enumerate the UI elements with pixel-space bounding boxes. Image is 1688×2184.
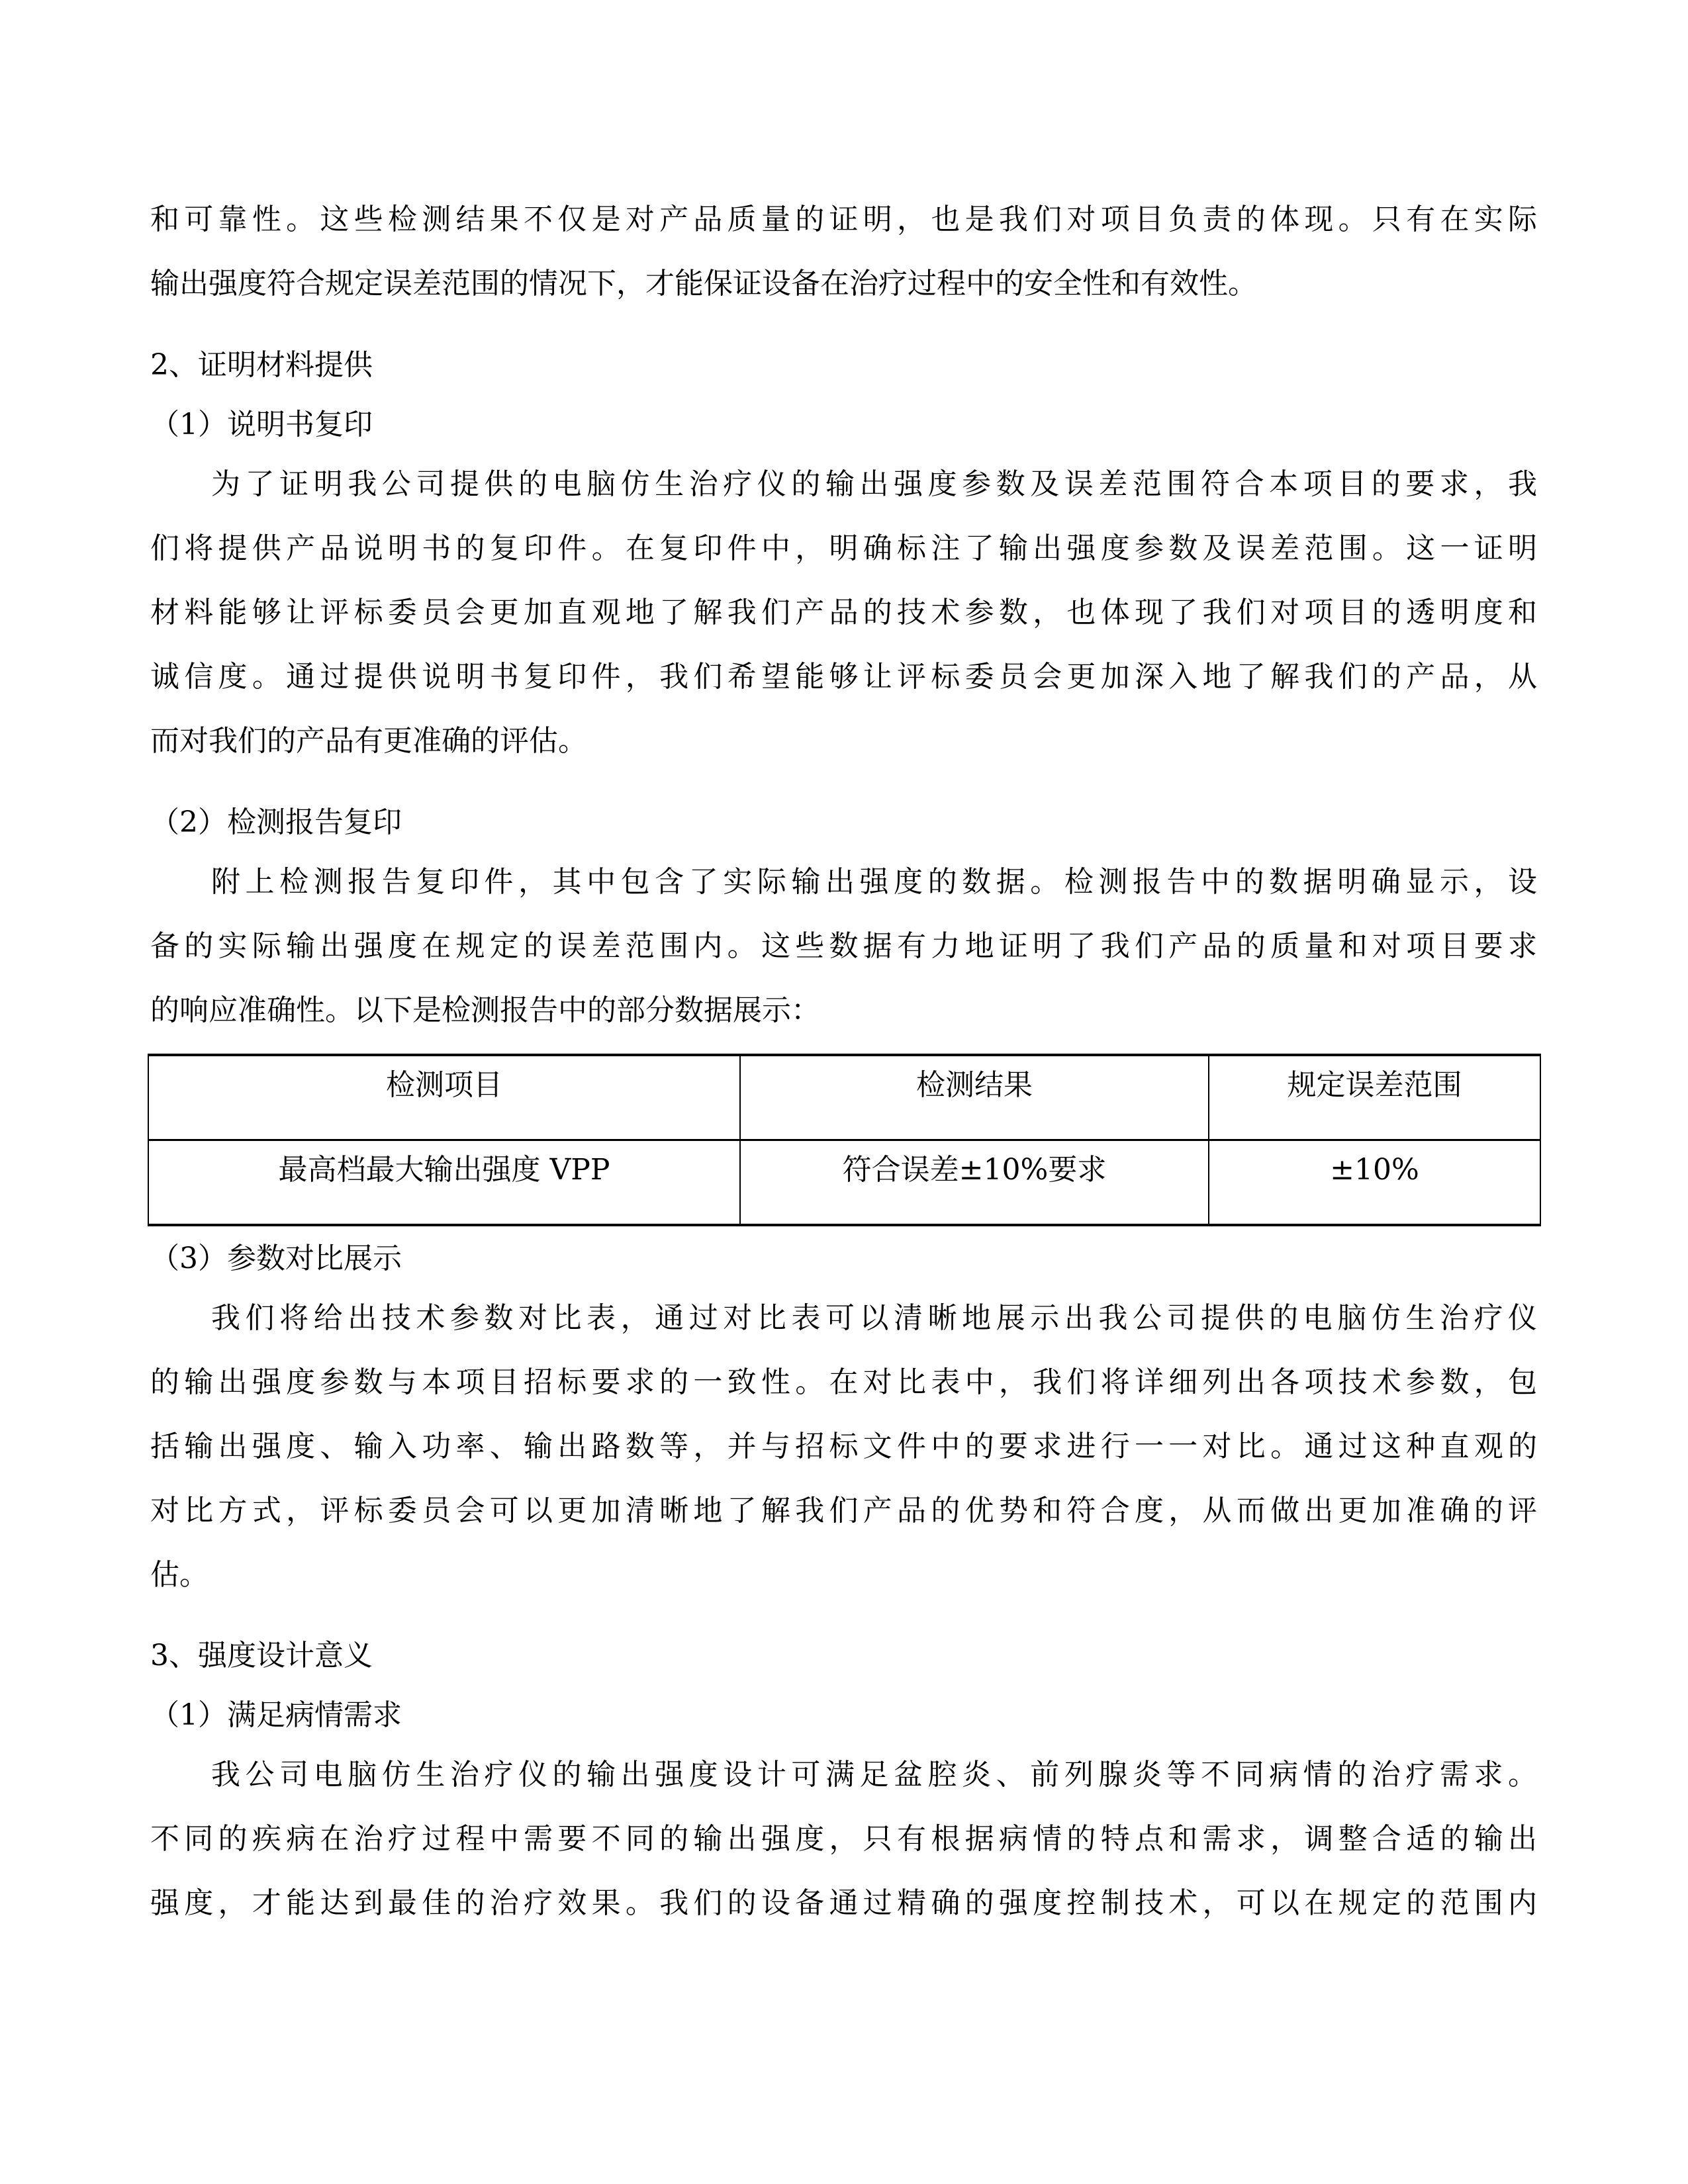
table-cell: ±10% (1209, 1140, 1540, 1226)
table-header-cell: 检测结果 (740, 1055, 1209, 1140)
paragraph-line: 括输出强度、输入功率、输出路数等，并与招标文件中的要求进行一一对比。通过这种直观的 (150, 1430, 1537, 1463)
subsection-heading-2-3: （3）参数对比展示 (150, 1242, 402, 1275)
table-row (148, 1140, 1540, 1226)
table-cell: 最高档最大输出强度 VPP (148, 1140, 740, 1226)
paragraph-line: 和可靠性。这些检测结果不仅是对产品质量的证明，也是我们对项目负责的体现。只有在实际 (150, 203, 1537, 236)
paragraph-line: 我公司电脑仿生治疗仪的输出强度设计可满足盆腔炎、前列腺炎等不同病情的治疗需求。 (211, 1758, 1537, 1792)
section-heading-2: 2、证明材料提供 (150, 348, 373, 382)
paragraph-line: 估。 (150, 1558, 209, 1592)
paragraph-line: 为了证明我公司提供的电脑仿生治疗仪的输出强度参数及误差范围符合本项目的要求，我 (211, 467, 1537, 501)
table-header-cell: 规定误差范围 (1209, 1055, 1540, 1140)
paragraph-line: 不同的疾病在治疗过程中需要不同的输出强度，只有根据病情的特点和需求，调整合适的输出 (150, 1822, 1537, 1856)
paragraph-line: 输出强度符合规定误差范围的情况下，才能保证设备在治疗过程中的安全性和有效性。 (150, 267, 1257, 300)
paragraph-line: 强度，才能达到最佳的治疗效果。我们的设备通过精确的强度控制技术，可以在规定的范围内 (150, 1886, 1537, 1920)
paragraph-line: 备的实际输出强度在规定的误差范围内。这些数据有力地证明了我们产品的质量和对项目要求 (150, 929, 1537, 963)
subsection-heading-2-1: （1）说明书复印 (150, 408, 373, 441)
section-heading-3: 3、强度设计意义 (150, 1639, 373, 1672)
test-report-table (148, 1054, 1541, 1226)
paragraph-line: 的响应准确性。以下是检测报告中的部分数据展示： (150, 993, 820, 1027)
paragraph-line: 附上检测报告复印件，其中包含了实际输出强度的数据。检测报告中的数据明确显示，设 (211, 865, 1537, 899)
subsection-heading-2-2: （2）检测报告复印 (150, 805, 402, 839)
paragraph-line: 对比方式，评标委员会可以更加清晰地了解我们产品的优势和符合度，从而做出更加准确的评 (150, 1494, 1537, 1527)
paragraph-line: 诚信度。通过提供说明书复印件，我们希望能够让评标委员会更加深入地了解我们的产品，从 (150, 660, 1537, 694)
paragraph-line: 而对我们的产品有更准确的评估。 (150, 724, 587, 758)
paragraph-line: 们将提供产品说明书的复印件。在复印件中，明确标注了输出强度参数及误差范围。这一证明 (150, 531, 1537, 565)
paragraph-line: 材料能够让评标委员会更加直观地了解我们产品的技术参数，也体现了我们对项目的透明度和 (150, 596, 1537, 629)
table-header-cell: 检测项目 (148, 1055, 740, 1140)
paragraph-line: 的输出强度参数与本项目招标要求的一致性。在对比表中，我们将详细列出各项技术参数，包 (150, 1365, 1537, 1399)
table-header-row (148, 1055, 1540, 1140)
paragraph-line: 我们将给出技术参数对比表，通过对比表可以清晰地展示出我公司提供的电脑仿生治疗仪 (211, 1301, 1537, 1335)
subsection-heading-3-1: （1）满足病情需求 (150, 1698, 402, 1732)
table-cell: 符合误差±10%要求 (740, 1140, 1209, 1226)
